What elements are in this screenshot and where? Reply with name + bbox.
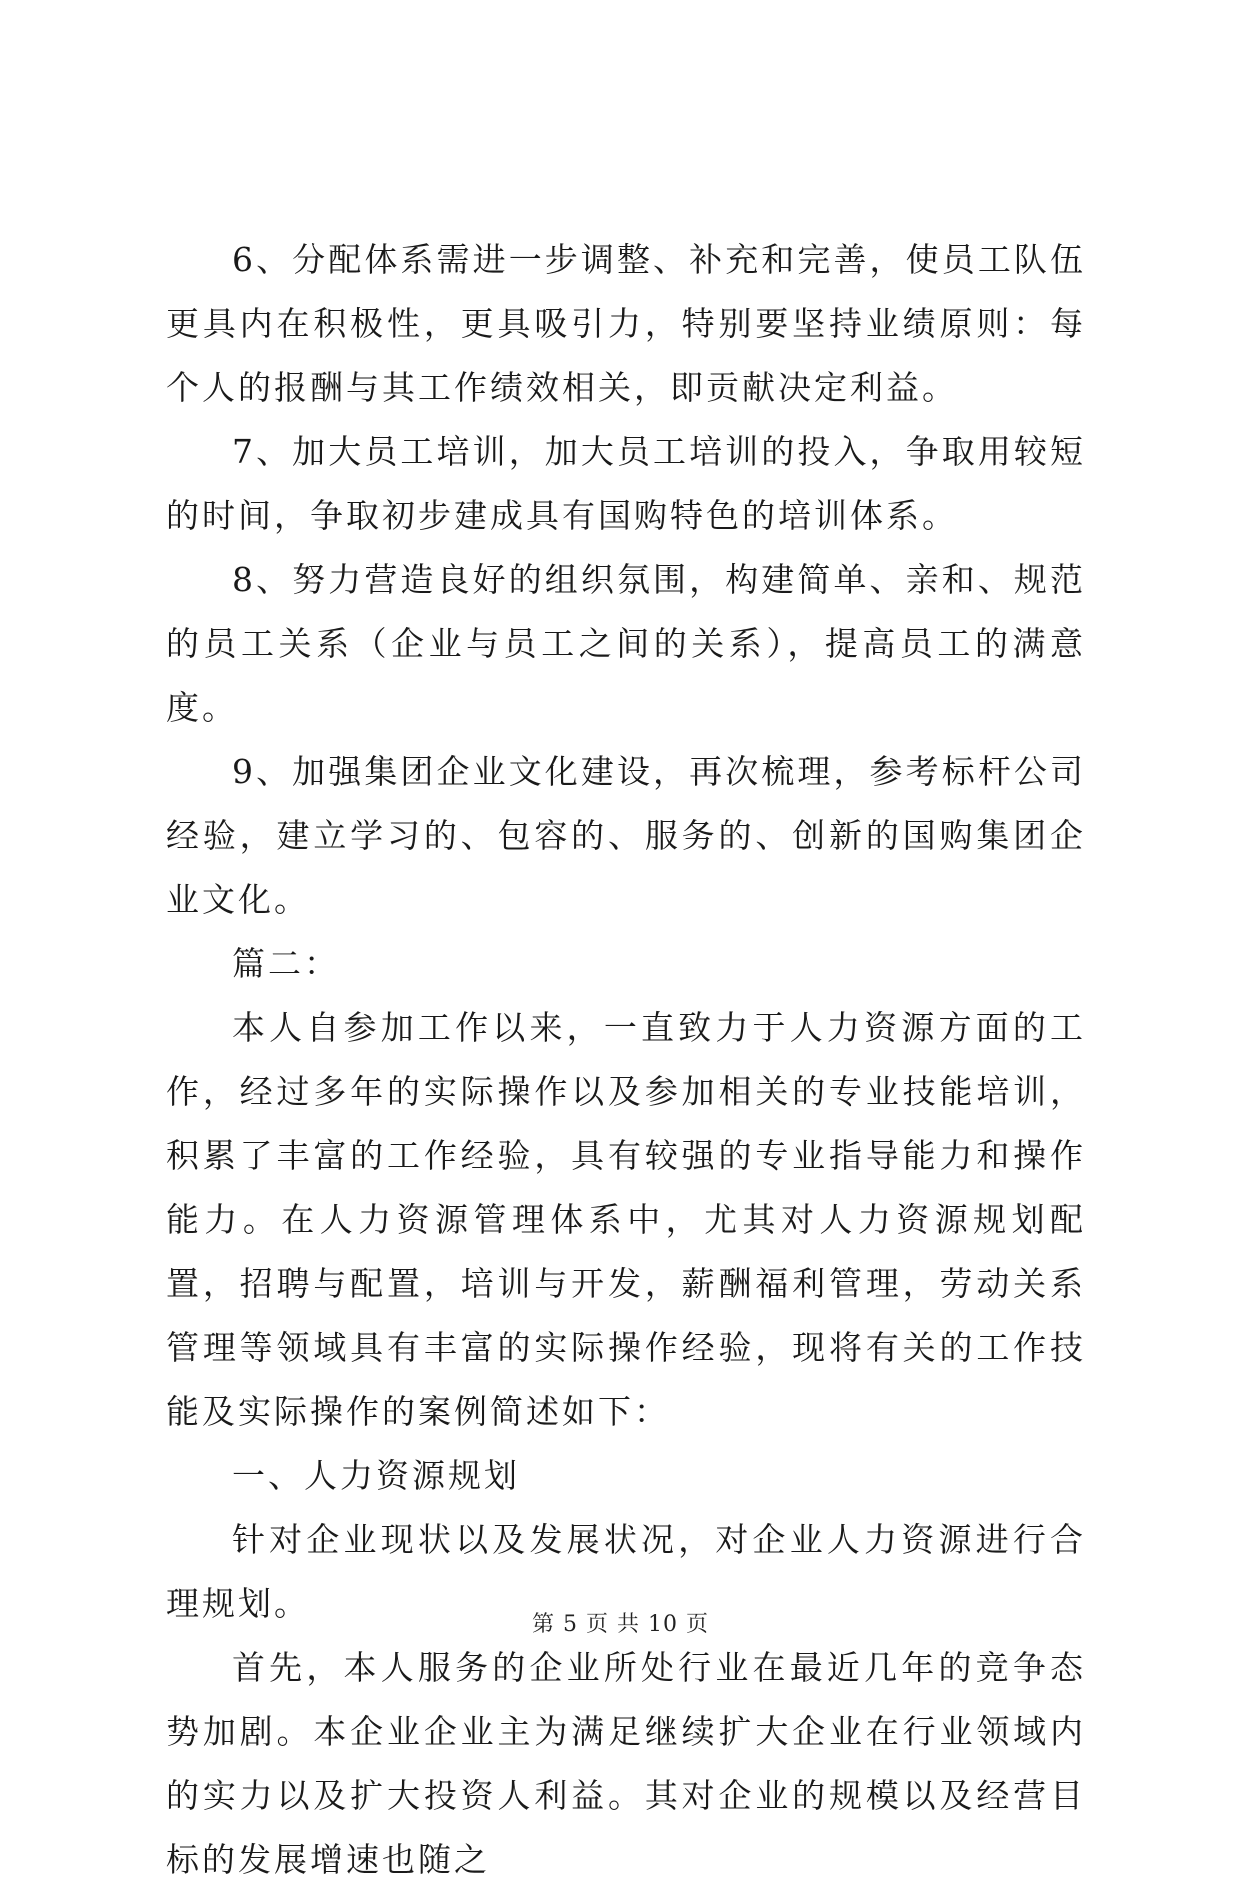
paragraph-item-8: 8、努力营造良好的组织氛围，构建简单、亲和、规范的员工关系（企业与员工之间的关系），提高员工的满意度。	[166, 560, 1086, 727]
page-number-footer: 第 5 页 共 10 页	[532, 1612, 709, 1637]
paragraph-planning-detail: 首先，本人服务的企业所处行业在最近几年的竞争态势加剧。本企业企业主为满足继续扩大企业在行业领域内的实力以及扩大投资人利益。其对企业的规模以及经营目标的发展增速也随之	[166, 1648, 1086, 1879]
paragraph-item-7: 7、加大员工培训，加大员工培训的投入，争取用较短的时间，争取初步建成具有国购特色的培训体系。	[166, 432, 1086, 535]
paragraph-item-6: 6、分配体系需进一步调整、补充和完善，使员工队伍更具内在积极性，更具吸引力，特别要坚持业绩原则：每个人的报酬与其工作绩效相关，即贡献决定利益。	[166, 240, 1086, 407]
document-body	[166, 228, 1086, 1892]
paragraph-planning-summary: 针对企业现状以及发展状况，对企业人力资源进行合理规划。	[166, 1520, 1086, 1623]
paragraph-item-9: 9、加强集团企业文化建设，再次梳理，参考标杆公司经验，建立学习的、包容的、服务的、创新的国购集团企业文化。	[166, 752, 1086, 919]
section-heading-hr-planning: 一、人力资源规划	[232, 1456, 520, 1495]
section-heading-part-two: 篇二：	[232, 944, 340, 983]
paragraph-introduction: 本人自参加工作以来，一直致力于人力资源方面的工作，经过多年的实际操作以及参加相关的专业技能培训，积累了丰富的工作经验，具有较强的专业指导能力和操作能力。在人力资源管理体系中，尤其对人力资源规划配置，招聘与配置，培训与开发，薪酬福利管理，劳动关系管理等领域具有丰富的实际操作经验，现将有关的工作技能及实际操作的案例简述如下：	[166, 1008, 1086, 1431]
